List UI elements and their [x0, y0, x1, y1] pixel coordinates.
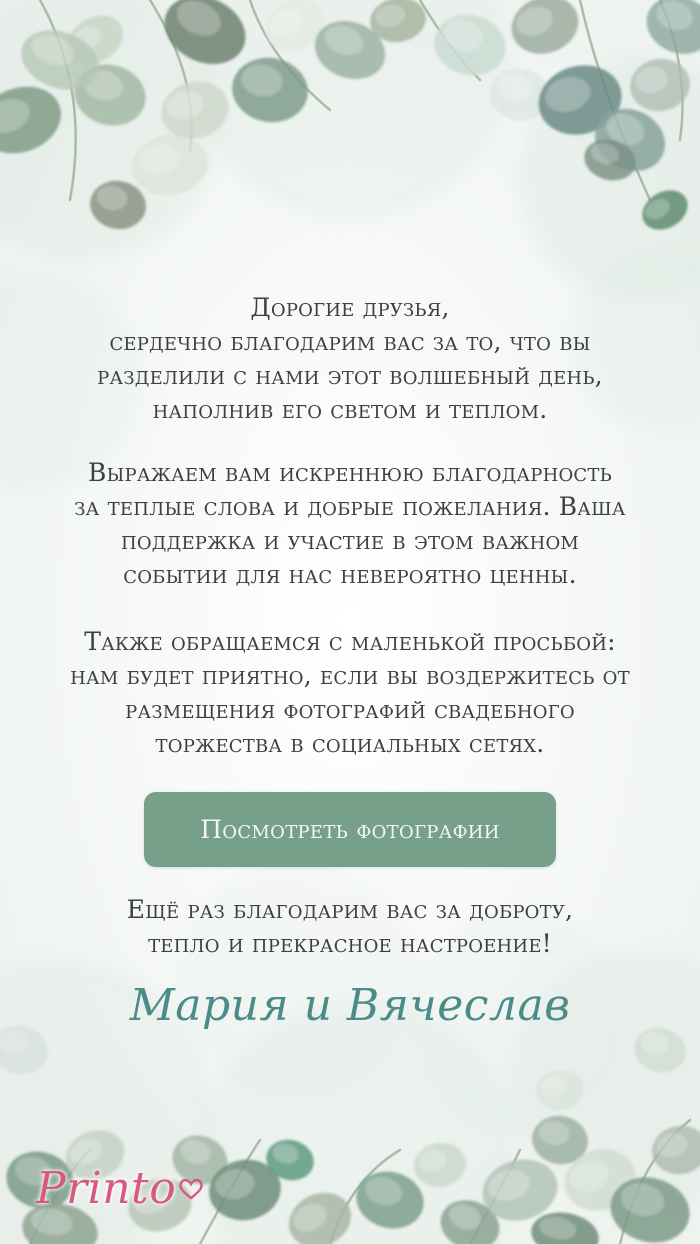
closing-paragraph — [30, 893, 670, 961]
text-line: нам будет приятно, если вы воздержитесь от — [70, 661, 630, 690]
text-line: Также обращаемся с маленькой просьбой: — [84, 627, 616, 656]
view-photos-button[interactable]: Посмотреть фотографии — [144, 792, 556, 867]
text-line: Ещё раз благодарим вас за доброту, — [126, 895, 574, 924]
text-line: Дорогие друзья, — [250, 293, 450, 322]
couple-signature: Мария и Вячеслав — [129, 980, 571, 1031]
text-line: разделили с нами этот волшебный день, — [97, 361, 603, 390]
text-line: торжества в социальных сетях. — [155, 729, 545, 758]
gratitude-paragraph — [30, 456, 670, 592]
text-line: тепло и прекрасное настроение! — [148, 929, 552, 958]
greeting-paragraph — [30, 291, 670, 427]
request-paragraph — [30, 625, 670, 761]
text-line: поддержка и участие в этом важном — [120, 526, 580, 555]
text-line: Выражаем вам искреннюю благодарность — [88, 458, 612, 487]
printo-logo[interactable] — [36, 1158, 204, 1218]
heart-icon — [178, 1178, 204, 1200]
text-line: сердечно благодарим вас за то, что вы — [109, 327, 591, 356]
text-line: размещения фотографий свадебного — [125, 695, 575, 724]
text-line: наполнив его светом и теплом. — [152, 395, 548, 424]
text-line: событии для нас невероятно ценны. — [123, 560, 577, 589]
text-line: за теплые слова и добрые пожелания. Ваша — [74, 492, 626, 521]
logo-wordmark: Printo — [36, 1162, 177, 1214]
